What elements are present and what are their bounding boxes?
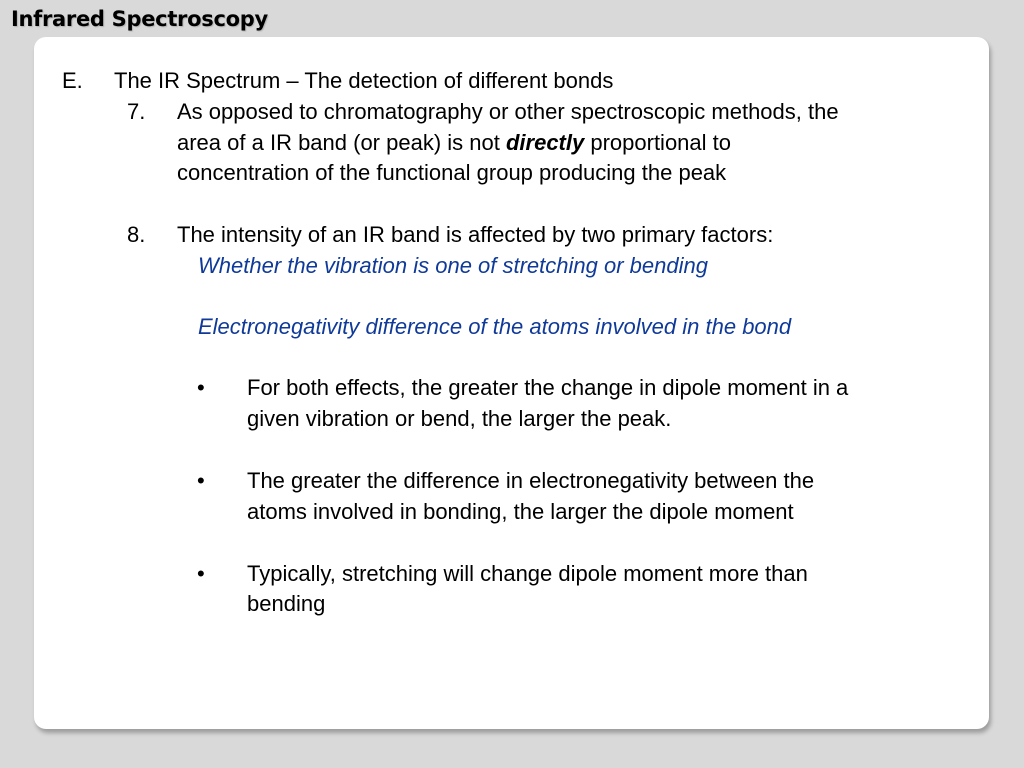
bullet-1-line-2: given vibration or bend, the larger the peak. bbox=[247, 406, 672, 431]
directly-emphasis: directly bbox=[505, 130, 585, 155]
item-7-line-2-end: proportional to bbox=[584, 130, 731, 155]
bullet-3-line-1: Typically, stretching will change dipole moment more than bbox=[247, 561, 808, 586]
item-7-line-2 bbox=[177, 128, 731, 159]
bullet-2-line-1: The greater the difference in electronegativity between the bbox=[247, 468, 815, 493]
item-8-text: The intensity of an IR band is affected by two primary factors: bbox=[177, 222, 774, 247]
item-7-line-3: concentration of the functional group producing the peak bbox=[177, 160, 727, 185]
bullet-3-line-2: bending bbox=[247, 591, 326, 616]
factor-stretching-bending: Whether the vibration is one of stretching or bending bbox=[198, 253, 708, 278]
item-7-line-2-start: area of a IR band (or peak) is not bbox=[177, 130, 506, 155]
item-7-number: 7. bbox=[127, 99, 146, 124]
factor-electronegativity: Electronegativity difference of the atoms involved in the bond bbox=[198, 314, 792, 339]
section-marker: E. bbox=[62, 68, 83, 93]
bullet-2-line-2: atoms involved in bonding, the larger the dipole moment bbox=[247, 499, 794, 524]
bullet-3-marker: • bbox=[197, 561, 205, 586]
item-7-line-1: As opposed to chromatography or other spectroscopic methods, the bbox=[177, 99, 839, 124]
slide-title: Infrared Spectroscopy bbox=[11, 7, 268, 31]
item-8-number: 8. bbox=[127, 222, 146, 247]
bullet-1-line-1: For both effects, the greater the change in dipole moment in a bbox=[247, 375, 849, 400]
bullet-2-marker: • bbox=[197, 468, 205, 493]
section-heading: The IR Spectrum – The detection of different bonds bbox=[114, 68, 614, 93]
bullet-1-marker: • bbox=[197, 375, 205, 400]
